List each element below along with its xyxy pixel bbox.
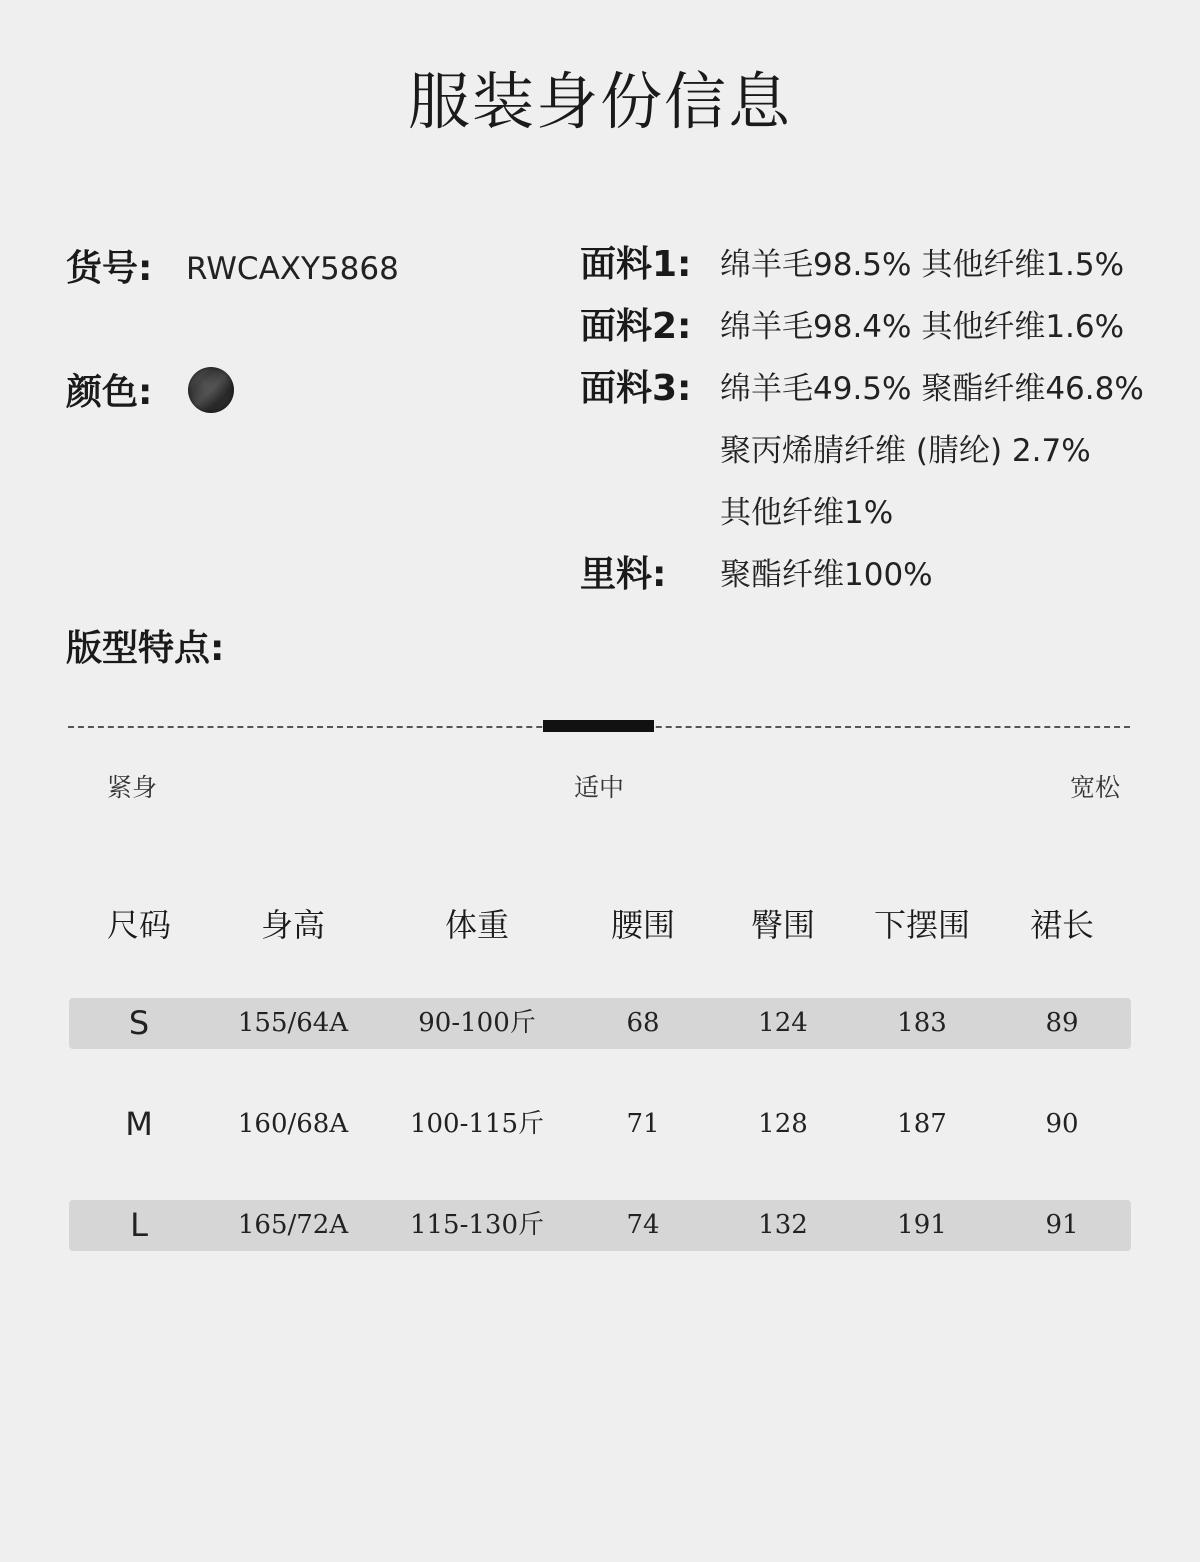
fit-scale-marker bbox=[543, 720, 654, 732]
fabric2-value: 绵羊毛98.4% 其他纤维1.6% bbox=[720, 309, 1125, 345]
table-header-height: 身高 bbox=[260, 906, 326, 944]
lining-value: 聚酯纤维100% bbox=[720, 557, 933, 593]
table-cell: 91 bbox=[1045, 1210, 1079, 1240]
fabric3-value-line3: 其他纤维1% bbox=[720, 495, 894, 531]
table-cell: 132 bbox=[758, 1210, 808, 1240]
table-cell: 100-115斤 bbox=[409, 1109, 545, 1139]
fit-label-regular: 适中 bbox=[574, 773, 625, 802]
table-cell: 74 bbox=[626, 1210, 660, 1240]
color-label: 颜色: bbox=[66, 372, 153, 413]
table-cell: S bbox=[128, 1004, 150, 1042]
lining-label: 里料: bbox=[580, 554, 667, 595]
table-cell: 90 bbox=[1045, 1109, 1079, 1139]
table-cell: 89 bbox=[1045, 1008, 1079, 1038]
table-row bbox=[69, 1200, 1131, 1251]
table-row bbox=[69, 1099, 1131, 1150]
table-cell: M bbox=[125, 1105, 153, 1143]
table-cell: 71 bbox=[626, 1109, 660, 1139]
table-header-waist: 腰围 bbox=[610, 906, 676, 944]
table-cell: 160/68A bbox=[237, 1109, 349, 1139]
item-number-value: RWCAXY5868 bbox=[186, 251, 399, 287]
table-cell: 115-130斤 bbox=[409, 1210, 545, 1240]
table-header-size: 尺码 bbox=[106, 906, 172, 944]
fabric3-value-line1: 绵羊毛49.5% 聚酯纤维46.8% bbox=[720, 371, 1144, 407]
table-cell: 191 bbox=[897, 1210, 947, 1240]
table-row bbox=[69, 998, 1131, 1049]
table-cell: 90-100斤 bbox=[418, 1008, 536, 1038]
table-cell: 187 bbox=[897, 1109, 947, 1139]
fit-label-tight: 紧身 bbox=[107, 773, 158, 802]
table-header-length: 裙长 bbox=[1029, 906, 1095, 944]
table-cell: 128 bbox=[758, 1109, 808, 1139]
page-title: 服装身份信息 bbox=[407, 65, 792, 138]
fit-label-loose: 宽松 bbox=[1070, 773, 1121, 802]
table-cell: 165/72A bbox=[237, 1210, 349, 1240]
color-swatch bbox=[188, 367, 234, 413]
fabric3-label: 面料3: bbox=[580, 368, 692, 409]
table-header-hip: 臀围 bbox=[750, 906, 816, 944]
item-number-label: 货号: bbox=[66, 248, 153, 289]
table-cell: 183 bbox=[897, 1008, 947, 1038]
table-header-weight: 体重 bbox=[444, 906, 510, 944]
table-header-hem: 下摆围 bbox=[873, 906, 971, 944]
table-cell: 68 bbox=[626, 1008, 660, 1038]
fit-features-label: 版型特点: bbox=[66, 628, 225, 669]
fabric3-value-line2: 聚丙烯腈纤维 (腈纶) 2.7% bbox=[720, 433, 1091, 469]
fabric2-label: 面料2: bbox=[580, 306, 692, 347]
table-cell: L bbox=[130, 1206, 148, 1244]
fabric1-value: 绵羊毛98.5% 其他纤维1.5% bbox=[720, 247, 1125, 283]
table-cell: 155/64A bbox=[237, 1008, 349, 1038]
table-cell: 124 bbox=[758, 1008, 808, 1038]
fabric1-label: 面料1: bbox=[580, 244, 692, 285]
